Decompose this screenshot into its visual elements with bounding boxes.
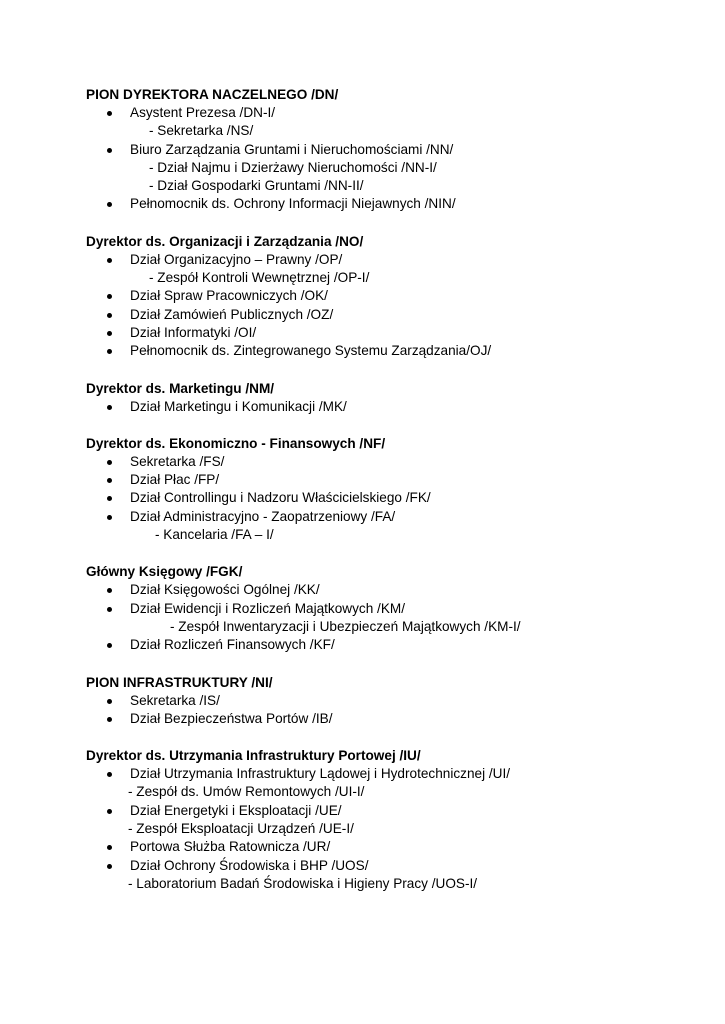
list-item: Sekretarka /IS/ — [86, 692, 706, 710]
list-item: Dział Ochrony Środowiska i BHP /UOS/ — [86, 857, 706, 875]
sub-item: - Zespół Eksploatacji Urządzeń /UE-I/ — [128, 821, 354, 837]
list-item: Dział Marketingu i Komunikacji /MK/ — [86, 398, 706, 416]
list-item: Dział Zamówień Publicznych /OZ/ — [86, 306, 706, 324]
sub-item: - Zespół Inwentaryzacji i Ubezpieczeń Majątkowych /KM-I/ — [170, 618, 521, 634]
sub-item: - Dział Gospodarki Gruntami /NN-II/ — [149, 178, 364, 194]
list-item: Pełnomocnik ds. Zintegrowanego Systemu Zarządzania/OJ/ — [86, 342, 706, 360]
document-body — [86, 86, 706, 893]
sub-item: - Dział Najmu i Dzierżawy Nieruchomości /NN-I/ — [149, 159, 437, 175]
list-item: Biuro Zarządzania Gruntami i Nieruchomościami /NN/ — [86, 141, 706, 159]
list-item: Pełnomocnik ds. Ochrony Informacji Niejawnych /NIN/ — [86, 195, 706, 213]
list-item: Dział Księgowości Ogólnej /KK/ — [86, 581, 706, 599]
list-item: Portowa Służba Ratownicza /UR/ — [86, 838, 706, 856]
sub-item: - Laboratorium Badań Środowiska i Higieny Pracy /UOS-I/ — [128, 875, 478, 891]
section-title-ni: PION INFRASTRUKTURY /NI/ — [86, 674, 273, 690]
list-item: Dział Organizacyjno – Prawny /OP/ — [86, 251, 706, 269]
section-title-no: Dyrektor ds. Organizacji i Zarządzania /NO/ — [86, 233, 364, 249]
list-item: Dział Płac /FP/ — [86, 471, 706, 489]
section-title-nm: Dyrektor ds. Marketingu /NM/ — [86, 380, 275, 396]
sub-item: - Zespół ds. Umów Remontowych /UI-I/ — [128, 784, 365, 800]
list-item: Dział Energetyki i Eksploatacji /UE/ — [86, 802, 706, 820]
section-title-fgk: Główny Księgowy /FGK/ — [86, 564, 243, 580]
sub-item: - Sekretarka /NS/ — [149, 123, 254, 139]
section-title-dn: PION DYREKTORA NACZELNEGO /DN/ — [86, 87, 339, 102]
section-title-nf: Dyrektor ds. Ekonomiczno - Finansowych /NF/ — [86, 435, 386, 451]
list-item: Dział Informatyki /OI/ — [86, 324, 706, 342]
list-item: Dział Ewidencji i Rozliczeń Majątkowych /KM/ — [86, 600, 706, 618]
sub-item: - Kancelaria /FA – I/ — [155, 527, 274, 543]
list-item: Sekretarka /FS/ — [86, 453, 706, 471]
list-item: Dział Rozliczeń Finansowych /KF/ — [86, 636, 706, 654]
list-item: Dział Controllingu i Nadzoru Właścicielskiego /FK/ — [86, 489, 706, 507]
list-item: Asystent Prezesa /DN-I/ — [86, 104, 706, 122]
section-title-iu: Dyrektor ds. Utrzymania Infrastruktury Portowej /IU/ — [86, 748, 421, 764]
list-item: Dział Bezpieczeństwa Portów /IB/ — [86, 710, 706, 728]
list-item: Dział Utrzymania Infrastruktury Lądowej i Hydrotechnicznej /UI/ — [86, 765, 706, 783]
list-item: Dział Administracyjno - Zaopatrzeniowy /FA/ — [86, 508, 706, 526]
list-item: Dział Spraw Pracowniczych /OK/ — [86, 287, 706, 305]
sub-item: - Zespół Kontroli Wewnętrznej /OP-I/ — [149, 270, 370, 286]
